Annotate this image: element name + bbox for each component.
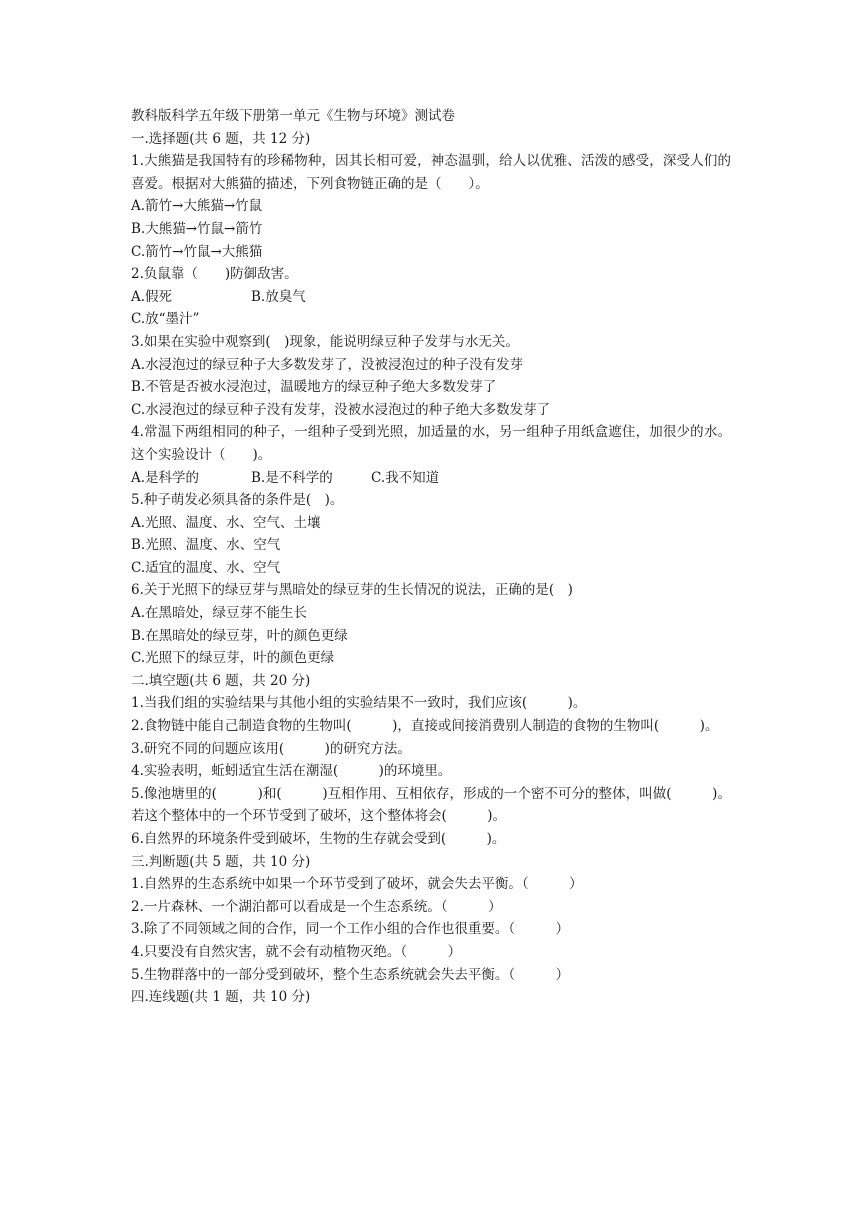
question-2-4: 4.实验表明，蚯蚓适宜生活在潮湿( )的环境里。 (131, 763, 452, 780)
question-3-1: 1.自然界的生态系统中如果一个环节受到了破坏，就会失去平衡。（ ） (131, 876, 583, 893)
question-1-2-stem: 2.负鼠靠（ )防御敌害。 (131, 266, 298, 283)
question-2-1: 1.当我们组的实验结果与其他小组的实验结果不一致时，我们应该( )。 (131, 695, 587, 712)
question-1-2-option-c: C.放“墨汁” (131, 311, 200, 328)
question-1-4-stem: 4.常温下两组相同的种子，一组种子受到光照，加适量的水，另一组种子用纸盒遮住，加很少的水。这个实验设计（ )。 (131, 424, 731, 463)
question-2-2: 2.食物链中能自己制造食物的生物叫( )，直接或间接消费别人制造的食物的生物叫( )。 (131, 718, 719, 735)
question-1-2-option-a: A.假死 (131, 288, 173, 305)
section-1-heading: 一.选择题(共 6 题，共 12 分) (131, 130, 311, 147)
section-2-heading: 二.填空题(共 6 题，共 20 分) (131, 672, 311, 689)
question-2-3: 3.研究不同的问题应该用( )的研究方法。 (131, 740, 411, 757)
question-1-1-stem: 1.大熊猫是我国特有的珍稀物种，因其长相可爱，神态温驯，给人以优雅、活泼的感受，深受人们的喜爱。根据对大熊猫的描述，下列食物链正确的是（ ）。 (131, 153, 731, 192)
question-1-3-option-a: A.水浸泡过的绿豆种子大多数发芽了，没被浸泡过的种子没有发芽 (131, 356, 524, 373)
question-2-6: 6.自然界的环境条件受到破坏，生物的生存就会受到( )。 (131, 831, 506, 847)
question-1-5-stem: 5.种子萌发必须具备的条件是( )。 (131, 492, 344, 509)
question-3-5: 5.生物群落中的一部分受到破坏，整个生态系统就会失去平衡。（ ） (131, 966, 570, 983)
question-1-5-option-a: A.光照、温度、水、空气、土壤 (131, 514, 321, 531)
document-body (131, 105, 731, 1009)
question-3-2: 2.一片森林、一个湖泊都可以看成是一个生态系统。（ ） (131, 898, 502, 915)
question-3-3: 3.除了不同领域之间的合作，同一个工作小组的合作也很重要。（ ） (131, 921, 570, 938)
section-4-heading: 四.连线题(共 1 题，共 10 分) (131, 989, 311, 1006)
question-1-5-option-b: B.光照、温度、水、空气 (131, 537, 281, 554)
section-3-heading: 三.判断题(共 5 题，共 10 分) (131, 853, 311, 870)
question-1-6-stem: 6.关于光照下的绿豆芽与黑暗处的绿豆芽的生长情况的说法，正确的是( ) (131, 582, 573, 599)
question-1-4-option-a: A.是科学的 (131, 469, 200, 486)
question-1-6-option-a: A.在黑暗处，绿豆芽不能生长 (131, 605, 308, 622)
question-1-4-option-c: C.我不知道 (371, 469, 440, 486)
question-1-3-stem: 3.如果在实验中观察到( )现象，能说明绿豆种子发芽与水无关。 (131, 333, 519, 350)
question-1-6-option-b: B.在黑暗处的绿豆芽，叶的颜色更绿 (131, 627, 348, 644)
document-title: 教科版科学五年级下册第一单元《生物与环境》测试卷 (131, 108, 455, 124)
question-1-3-option-c: C.水浸泡过的绿豆种子没有发芽，没被水浸泡过的种子绝大多数发芽了 (131, 401, 551, 418)
question-1-5-option-c: C.适宜的温度、水、空气 (131, 559, 281, 576)
question-2-5: 5.像池塘里的( )和( )互相作用、互相依存，形成的一个密不可分的整体，叫做( )。若这个整体中的一个环节受到了破坏，这个整体将会( )。 (131, 785, 731, 825)
question-1-2-option-b: B.放臭气 (251, 288, 306, 305)
question-1-2-options-row (131, 286, 731, 309)
question-1-4-options-row (131, 467, 731, 490)
question-1-3-option-b: B.不管是否被水浸泡过，温暖地方的绿豆种子绝大多数发芽了 (131, 379, 497, 396)
question-1-1-option-b: B.大熊猫→竹鼠→箭竹 (131, 220, 263, 237)
question-1-6-option-c: C.光照下的绿豆芽，叶的颜色更绿 (131, 650, 335, 667)
question-1-4-option-b: B.是不科学的 (251, 469, 333, 486)
question-3-4: 4.只要没有自然灾害，就不会有动植物灭绝。（ ） (131, 943, 462, 960)
question-1-1-option-c: C.箭竹→竹鼠→大熊猫 (131, 243, 263, 260)
question-1-1-option-a: A.箭竹→大熊猫→竹鼠 (131, 198, 263, 215)
